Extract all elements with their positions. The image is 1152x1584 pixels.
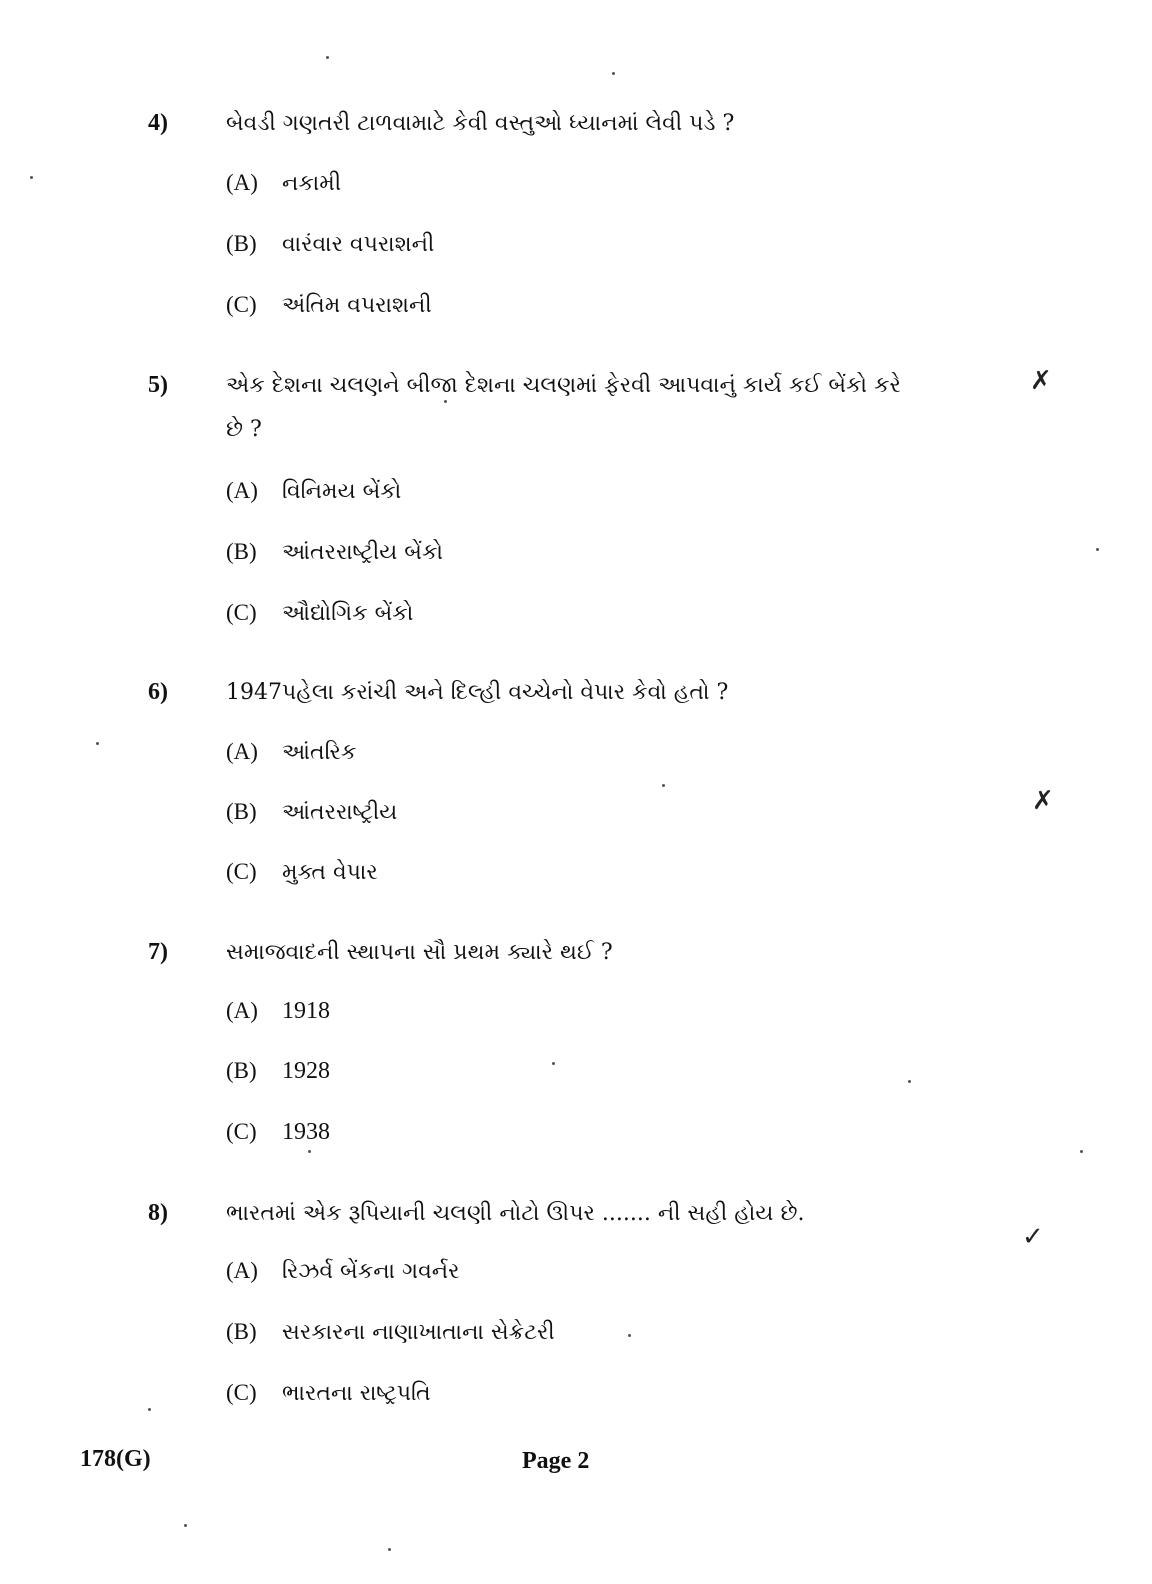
question-8-option-a [226, 1256, 460, 1287]
option-letter: (C) [226, 1119, 257, 1144]
option-letter: (A) [226, 170, 258, 195]
question-8-option-c [226, 1378, 431, 1409]
option-letter: (B) [226, 799, 257, 824]
scan-speck [326, 56, 329, 59]
page-number: Page 2 [522, 1448, 590, 1474]
option-text: આંતરરાષ્ટ્રીય [282, 800, 398, 825]
question-6-option-c [226, 857, 378, 888]
scan-speck [1096, 548, 1099, 551]
question-8-option-b [226, 1317, 555, 1348]
option-letter: (B) [226, 539, 257, 564]
scan-speck [96, 742, 99, 745]
option-text: નકામી [282, 171, 342, 196]
option-letter: (B) [226, 1058, 257, 1083]
option-text: અંતિમ વપરાશની [282, 293, 432, 318]
option-text: આંતરિક [282, 740, 357, 765]
question-7-option-b [226, 1056, 330, 1087]
margin-tick-mark: ✓ [1022, 1222, 1044, 1252]
question-5-option-c [226, 598, 413, 629]
question-5-number: 5) [148, 372, 168, 398]
scan-speck [388, 1548, 391, 1551]
scan-speck [308, 1150, 311, 1153]
question-4-option-b [226, 229, 434, 260]
margin-tick-mark: ✗ [1032, 786, 1054, 816]
question-6-text: 1947પહેલા કરાંચી અને દિલ્હી વચ્ચેનો વેપાર કેવો હતો ? [226, 680, 729, 705]
option-text: 1918 [282, 998, 330, 1024]
option-letter: (C) [226, 292, 257, 317]
option-letter: (C) [226, 1380, 257, 1405]
scan-speck [908, 1080, 911, 1083]
option-text: મુક્ત વેપાર [282, 860, 378, 885]
option-letter: (A) [226, 1258, 258, 1283]
option-text: આંતરરાષ્ટ્રીય બેંકો [282, 540, 443, 565]
question-4-number: 4) [148, 110, 168, 136]
scan-speck [552, 1062, 555, 1065]
question-7-option-a [226, 996, 330, 1027]
option-text: 1928 [282, 1058, 330, 1084]
question-4-text: બેવડી ગણતરી ટાળવામાટે કેવી વસ્તુઓ ધ્યાનમાં લેવી પડે ? [226, 111, 735, 136]
option-letter: (B) [226, 1319, 257, 1344]
scan-speck [612, 72, 615, 75]
option-letter: (B) [226, 231, 257, 256]
scan-speck [184, 1524, 187, 1527]
scan-speck [444, 400, 447, 403]
option-text: સરકારના નાણાખાતાના સેક્રેટરી [282, 1320, 555, 1345]
question-6-option-a [226, 737, 356, 768]
option-letter: (C) [226, 859, 257, 884]
option-letter: (A) [226, 478, 258, 503]
question-8-number: 8) [148, 1200, 168, 1226]
option-text: વિનિમય બેંકો [282, 479, 402, 504]
scan-speck [662, 784, 665, 787]
option-text: ભારતના રાષ્ટ્રપતિ [282, 1381, 431, 1406]
margin-tick-mark: ✗ [1030, 366, 1052, 396]
question-5-option-a [226, 476, 401, 507]
question-4-option-c [226, 290, 432, 321]
question-7-number: 7) [148, 939, 168, 965]
option-text: ઔદ્યોગિક બેંકો [282, 601, 414, 626]
option-letter: (A) [226, 998, 258, 1023]
paper-code: 178(G) [80, 1446, 151, 1472]
scan-speck [30, 176, 33, 179]
option-text: વારંવાર વપરાશની [282, 232, 435, 257]
option-text: રિઝર્વ બેંકના ગવર્નર [282, 1259, 460, 1284]
question-5-text: એક દેશના ચલણને બીજા દેશના ચલણમાં ફેરવી આપવાનું કાર્ય કઈ બેંકો કરે છે ? [226, 373, 901, 442]
question-5-option-b [226, 537, 443, 568]
option-letter: (C) [226, 600, 257, 625]
question-6-number: 6) [148, 679, 168, 705]
option-letter: (A) [226, 739, 258, 764]
question-7-text: સમાજવાદની સ્થાપના સૌ પ્રથમ ક્યારે થઈ ? [226, 940, 613, 965]
scan-speck [148, 1408, 151, 1411]
question-6-option-b [226, 797, 397, 828]
option-text: 1938 [282, 1119, 330, 1145]
question-8-text: ભારતમાં એક રૂપિયાની ચલણી નોટો ઊપર ....... ની સહી હોય છે. [226, 1201, 805, 1226]
question-7-option-c [226, 1117, 330, 1148]
scan-speck [1080, 1150, 1083, 1153]
question-4-option-a [226, 168, 341, 199]
scan-speck [628, 1334, 631, 1337]
